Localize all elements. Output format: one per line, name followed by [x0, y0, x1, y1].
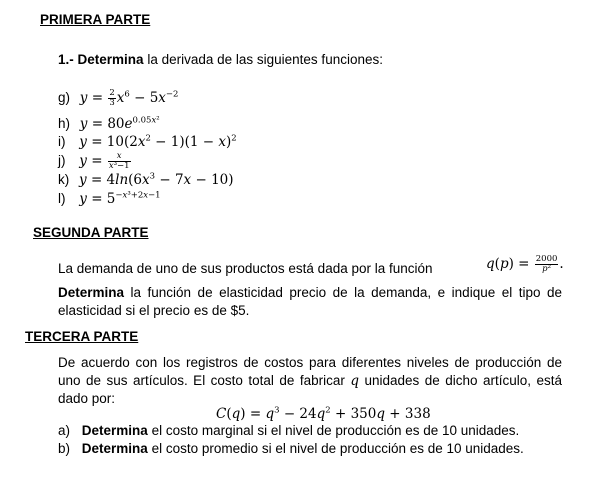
derivative-item-h	[58, 116, 160, 132]
cost-intro	[58, 354, 562, 408]
equation-k: $y = 4\ln(6x^3 - 7x - 10)$	[79, 171, 234, 188]
elasticity-instruction	[58, 284, 562, 320]
question-text: la derivada de las siguientes funciones:	[147, 52, 383, 67]
item-label: l)	[58, 191, 66, 206]
equation-i: $y = 10(2x^2 - 1)(1 - x)^2$	[79, 133, 237, 150]
question-1	[58, 52, 383, 67]
cost-intro-b: unidades de dicho artículo, está dado por:	[58, 373, 562, 406]
item-verb: Determina	[81, 423, 148, 438]
derivative-item-k	[58, 172, 234, 188]
part1-title: PRIMERA PARTE	[40, 12, 151, 27]
item-label: k)	[58, 172, 70, 187]
item-label: i)	[58, 134, 66, 149]
item-text: el costo promedio si el nivel de producción es de 10 unidades.	[151, 441, 524, 456]
item-label: j)	[58, 153, 66, 168]
question-number: 1.-	[58, 52, 74, 67]
cost-intro-var: q	[350, 373, 359, 389]
cost-item-b	[58, 441, 524, 456]
demand-equation: q(p) = $\frac{2000}{\text{p²}}$ .	[486, 254, 564, 274]
instruction-text: la función de elasticidad precio de la demanda, e indique el tipo de elasticidad si el precio es de $5.	[58, 285, 562, 318]
item-label: g)	[58, 90, 71, 105]
cost-item-a	[58, 423, 519, 438]
equation-j: y = $\frac{x}{\text{x³−1}}$	[79, 151, 130, 171]
item-label: b)	[58, 441, 71, 456]
part3-title: TERCERA PARTE	[25, 329, 139, 344]
cost-intro-a: De acuerdo con los registros de costos para diferentes niveles de producción de uno de sus artículos. El costo total de fabricar	[58, 355, 562, 388]
instruction-verb: Determina	[58, 285, 125, 300]
equation-h: $y = 80e^{0.05x^2}$	[79, 115, 160, 132]
derivative-item-i	[58, 134, 237, 150]
item-text: el costo marginal si el nivel de producción es de 10 unidades.	[151, 423, 520, 438]
derivative-item-g	[58, 89, 178, 108]
part2-title: SEGUNDA PARTE	[33, 225, 149, 240]
equation-l: $y = 5^{-x^3+2x-1}$	[79, 190, 161, 207]
equation-g: y = $\frac{2}{3}$ $x^6 - 5x^{-2}$	[79, 88, 179, 108]
cost-equation: $C(q) = q^3 - 24q^2 + 350q + 338$	[216, 405, 431, 422]
question-verb: Determina	[77, 52, 144, 67]
demand-statement	[58, 261, 433, 276]
demand-text: La demanda de uno de sus productos está dada por la función	[58, 261, 433, 276]
derivative-item-l	[58, 191, 161, 207]
item-label: h)	[58, 116, 71, 131]
item-label: a)	[58, 423, 71, 438]
derivative-item-j	[58, 152, 132, 171]
item-verb: Determina	[81, 441, 148, 456]
